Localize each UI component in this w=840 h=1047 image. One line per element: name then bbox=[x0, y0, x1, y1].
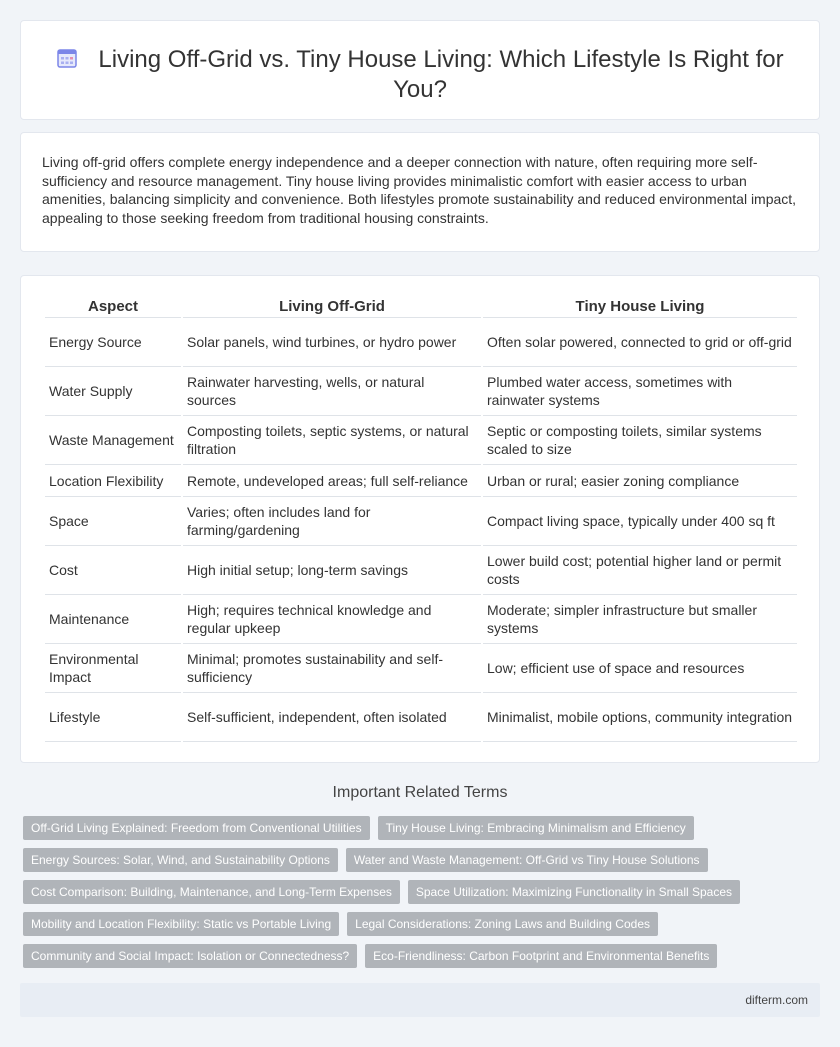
comparison-card bbox=[20, 275, 820, 763]
related-term-link[interactable]: Space Utilization: Maximizing Functionality in Small Spaces bbox=[408, 880, 740, 904]
aspect-cell: Water Supply bbox=[45, 367, 181, 416]
calendar-icon bbox=[56, 47, 78, 69]
column-header-off-grid: Living Off-Grid bbox=[183, 296, 481, 318]
off-grid-cell: Self-sufficient, independent, often isolated bbox=[183, 693, 481, 742]
table-row bbox=[45, 644, 797, 693]
intro-paragraph: Living off-grid offers complete energy independence and a deeper connection with nature, often requiring more self-sufficiency and resource management. Tiny house living provides minimalistic comfort with easier access to urban amenities, balancing simplicity and convenience. Both lifestyles promote sustainability and reduced environmental impact, appealing to those seeking freedom from traditional housing constraints. bbox=[42, 154, 797, 226]
related-terms-heading: Important Related Terms bbox=[332, 784, 508, 801]
related-term-link[interactable]: Off-Grid Living Explained: Freedom from Conventional Utilities bbox=[23, 816, 370, 840]
related-term-link[interactable]: Water and Waste Management: Off-Grid vs Tiny House Solutions bbox=[346, 848, 708, 872]
off-grid-cell: Remote, undeveloped areas; full self-reliance bbox=[183, 465, 481, 497]
table-row bbox=[45, 497, 797, 546]
footer-site-link[interactable]: difterm.com bbox=[745, 993, 808, 1007]
related-term-link[interactable]: Legal Considerations: Zoning Laws and Building Codes bbox=[347, 912, 658, 936]
page-title: Living Off-Grid vs. Tiny House Living: Which Lifestyle Is Right for You? bbox=[98, 46, 784, 103]
title-card bbox=[20, 20, 820, 120]
table-row bbox=[45, 318, 797, 367]
table-row bbox=[45, 546, 797, 595]
off-grid-cell: Varies; often includes land for farming/gardening bbox=[183, 497, 481, 546]
tag-row bbox=[23, 848, 813, 872]
footer bbox=[20, 983, 820, 1017]
related-term-link[interactable]: Tiny House Living: Embracing Minimalism and Efficiency bbox=[378, 816, 694, 840]
tiny-house-cell: Septic or composting toilets, similar systems scaled to size bbox=[483, 416, 797, 465]
tiny-house-cell: Moderate; simpler infrastructure but smaller systems bbox=[483, 595, 797, 644]
aspect-cell: Cost bbox=[45, 546, 181, 595]
column-header-tiny-house: Tiny House Living bbox=[483, 296, 797, 318]
off-grid-cell: High initial setup; long-term savings bbox=[183, 546, 481, 595]
column-header-aspect: Aspect bbox=[45, 296, 181, 318]
tag-row bbox=[23, 912, 813, 936]
page-title-row bbox=[21, 45, 819, 105]
tiny-house-cell: Plumbed water access, sometimes with rainwater systems bbox=[483, 367, 797, 416]
related-term-link[interactable]: Cost Comparison: Building, Maintenance, and Long-Term Expenses bbox=[23, 880, 400, 904]
aspect-cell: Space bbox=[45, 497, 181, 546]
table-row bbox=[45, 693, 797, 742]
off-grid-cell: Minimal; promotes sustainability and self-sufficiency bbox=[183, 644, 481, 693]
aspect-cell: Waste Management bbox=[45, 416, 181, 465]
off-grid-cell: Composting toilets, septic systems, or natural filtration bbox=[183, 416, 481, 465]
intro-card bbox=[20, 132, 820, 252]
related-terms-list bbox=[23, 816, 813, 976]
tiny-house-cell: Often solar powered, connected to grid or off-grid bbox=[483, 318, 797, 367]
related-term-link[interactable]: Energy Sources: Solar, Wind, and Sustainability Options bbox=[23, 848, 338, 872]
off-grid-cell: High; requires technical knowledge and regular upkeep bbox=[183, 595, 481, 644]
off-grid-cell: Solar panels, wind turbines, or hydro power bbox=[183, 318, 481, 367]
tag-row bbox=[23, 880, 813, 904]
table-row bbox=[45, 367, 797, 416]
aspect-cell: Location Flexibility bbox=[45, 465, 181, 497]
aspect-cell: Energy Source bbox=[45, 318, 181, 367]
related-term-link[interactable]: Mobility and Location Flexibility: Static vs Portable Living bbox=[23, 912, 339, 936]
table-header-row bbox=[45, 296, 797, 318]
table-row bbox=[45, 595, 797, 644]
tiny-house-cell: Compact living space, typically under 400 sq ft bbox=[483, 497, 797, 546]
related-term-link[interactable]: Community and Social Impact: Isolation or Connectedness? bbox=[23, 944, 357, 968]
comparison-table bbox=[43, 296, 799, 742]
table-row bbox=[45, 465, 797, 497]
tiny-house-cell: Minimalist, mobile options, community integration bbox=[483, 693, 797, 742]
related-term-link[interactable]: Eco-Friendliness: Carbon Footprint and Environmental Benefits bbox=[365, 944, 717, 968]
tiny-house-cell: Urban or rural; easier zoning compliance bbox=[483, 465, 797, 497]
aspect-cell: Environmental Impact bbox=[45, 644, 181, 693]
aspect-cell: Maintenance bbox=[45, 595, 181, 644]
aspect-cell: Lifestyle bbox=[45, 693, 181, 742]
tiny-house-cell: Lower build cost; potential higher land or permit costs bbox=[483, 546, 797, 595]
tiny-house-cell: Low; efficient use of space and resources bbox=[483, 644, 797, 693]
tag-row bbox=[23, 944, 813, 968]
table-row bbox=[45, 416, 797, 465]
tag-row bbox=[23, 816, 813, 840]
off-grid-cell: Rainwater harvesting, wells, or natural sources bbox=[183, 367, 481, 416]
